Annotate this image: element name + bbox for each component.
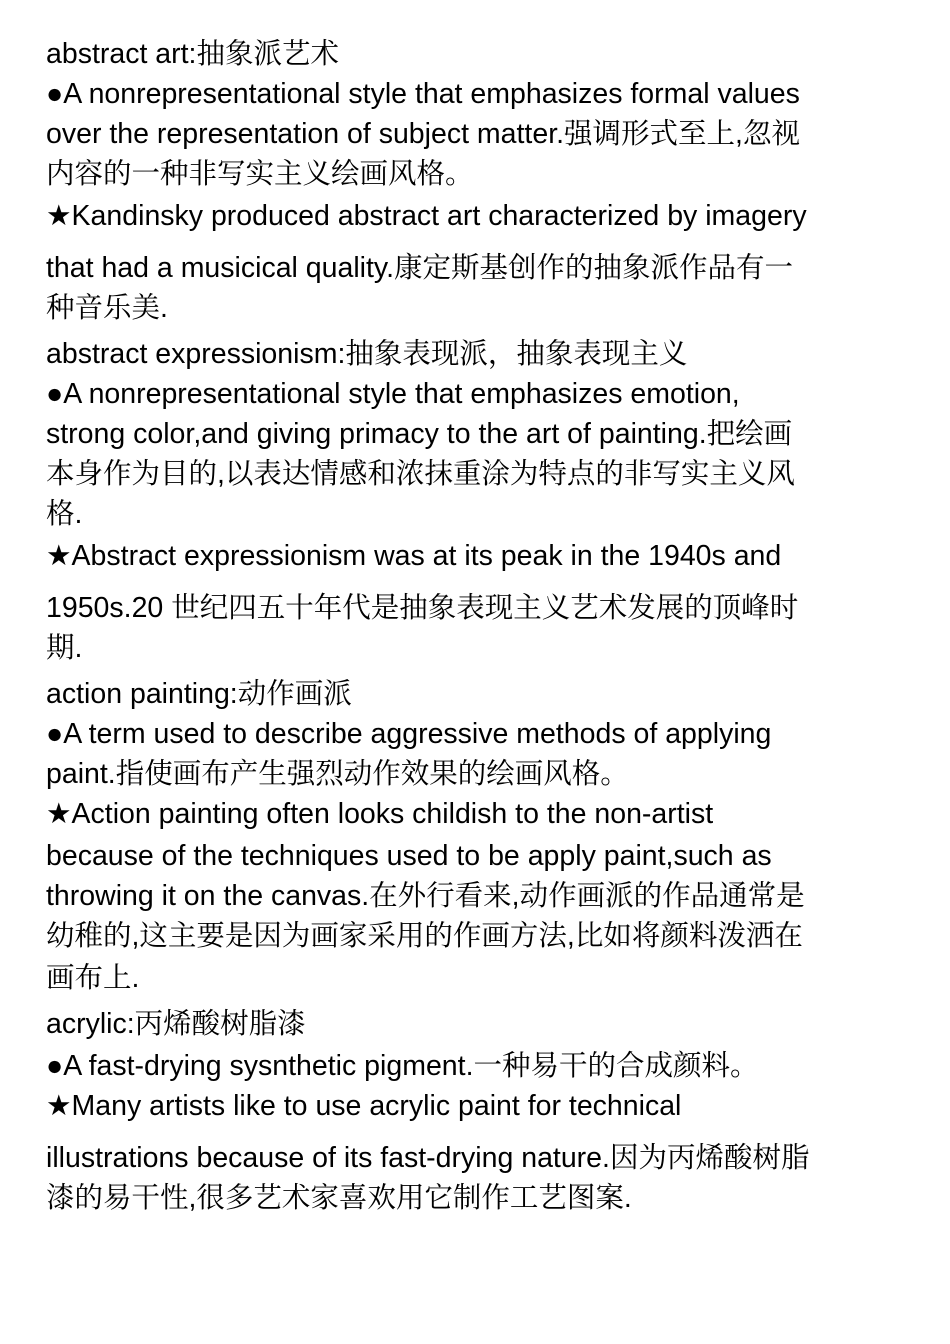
example-line: that had a musicical quality.康定斯基创作的抽象派作品有一 (46, 252, 793, 284)
term-heading: acrylic:丙烯酸树脂漆 (46, 1008, 306, 1040)
term-heading: action painting:动作画派 (46, 678, 352, 710)
example-line: ★Kandinsky produced abstract art characterized by imagery (46, 200, 807, 232)
definition-line: over the representation of subject matter.强调形式至上,忽视 (46, 118, 800, 150)
example-line: ★Action painting often looks childish to the non-artist (46, 798, 714, 830)
definition-line: ●A nonrepresentational style that emphasizes formal values (46, 78, 800, 110)
example-line: throwing it on the canvas.在外行看来,动作画派的作品通常是 (46, 880, 805, 912)
example-line: ★Many artists like to use acrylic paint for technical (46, 1090, 682, 1122)
example-line: because of the techniques used to be apply paint,such as (46, 840, 772, 872)
example-line: 期. (46, 632, 83, 664)
example-line: 种音乐美. (46, 292, 168, 324)
example-line: 幼稚的,这主要是因为画家采用的作画方法,比如将颜料泼洒在 (46, 920, 803, 952)
definition-line: 本身作为目的,以表达情感和浓抹重涂为特点的非写实主义风 (46, 458, 795, 490)
definition-line: paint.指使画布产生强烈动作效果的绘画风格。 (46, 758, 629, 790)
term-heading: abstract expressionism:抽象表现派，抽象表现主义 (46, 338, 688, 370)
definition-line: ●A fast-drying sysnthetic pigment.一种易干的合成颜料。 (46, 1050, 759, 1082)
document-page (46, 34, 906, 1218)
definition-line: ●A term used to describe aggressive methods of applying (46, 718, 772, 750)
example-line: 1950s.20 世纪四五十年代是抽象表现主义艺术发展的顶峰时 (46, 592, 799, 624)
definition-line: 内容的一种非写实主义绘画风格。 (46, 158, 474, 190)
example-line: illustrations because of its fast-drying nature.因为丙烯酸树脂 (46, 1142, 810, 1174)
definition-line: 格. (46, 498, 83, 530)
example-line: 漆的易干性,很多艺术家喜欢用它制作工艺图案. (46, 1182, 632, 1214)
term-heading: abstract art:抽象派艺术 (46, 38, 339, 70)
example-line: 画布上. (46, 962, 140, 994)
definition-line: ●A nonrepresentational style that emphasizes emotion, (46, 378, 740, 410)
definition-line: strong color,and giving primacy to the art of painting.把绘画 (46, 418, 793, 450)
example-line: ★Abstract expressionism was at its peak in the 1940s and (46, 540, 782, 572)
